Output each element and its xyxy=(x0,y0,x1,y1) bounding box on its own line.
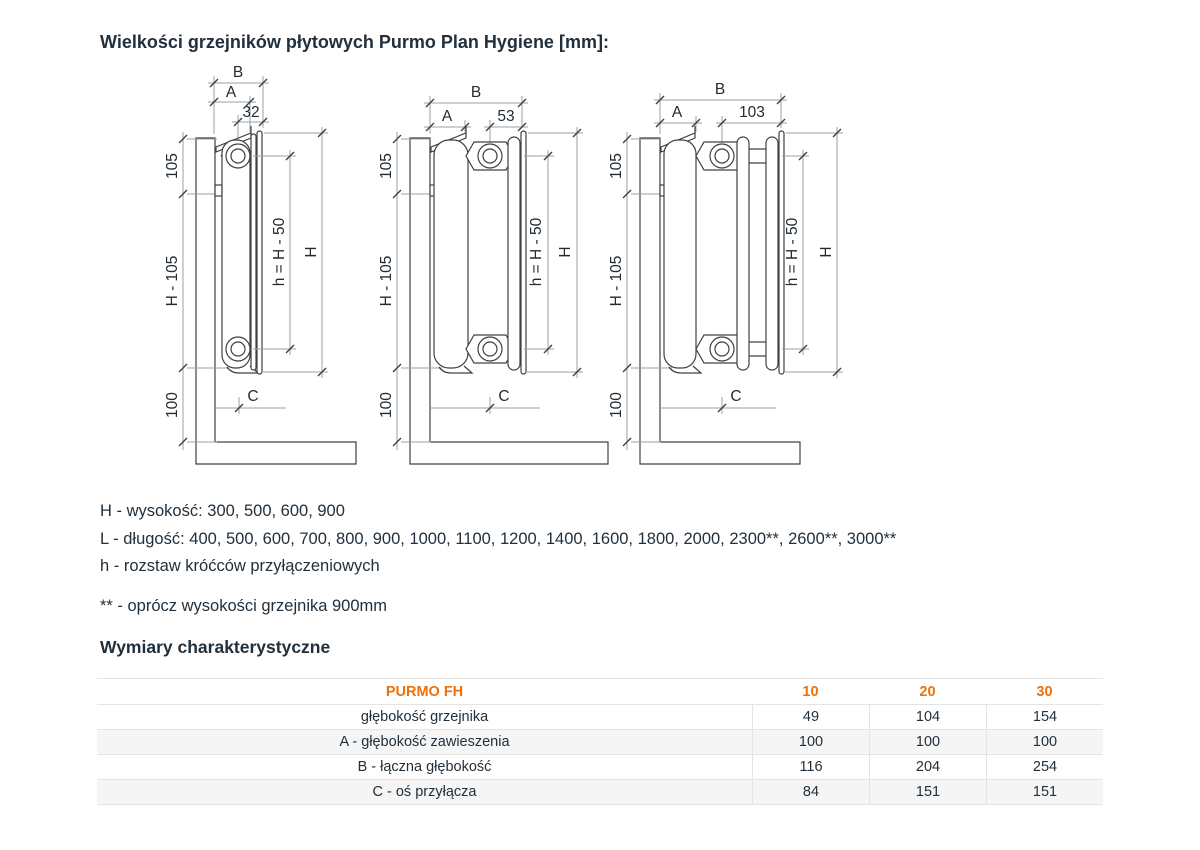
note-port-spacing: h - rozstaw króćców przyłączeniowych xyxy=(100,557,380,575)
footnote: ** - oprócz wysokości grzejnika 900mm xyxy=(100,597,388,615)
dim-label-105: 105 xyxy=(164,153,181,179)
dim-label-100: 100 xyxy=(378,392,395,418)
dim-label-height: H xyxy=(557,246,574,258)
axis-dimension xyxy=(660,388,776,414)
table-header-col-10: 10 xyxy=(802,683,819,700)
note-height: H - wysokość: 300, 500, 600, 900 xyxy=(100,502,345,520)
dim-label-port-spacing: h = H - 50 xyxy=(528,217,545,287)
dim-label-h-105: H - 105 xyxy=(608,255,625,307)
top-dimensions xyxy=(424,84,528,143)
dim-label-b: B xyxy=(714,81,726,98)
dim-label-spacing: 103 xyxy=(739,104,765,121)
right-dimensions xyxy=(524,127,583,378)
port-bottom xyxy=(478,337,502,361)
dim-label-100: 100 xyxy=(608,392,625,418)
axis-dimension xyxy=(215,388,286,414)
page-title: Wielkości grzejników płytowych Purmo Plan Hygiene [mm]: xyxy=(100,32,609,52)
table-row xyxy=(97,755,1103,780)
dim-label-axis: C xyxy=(730,388,742,405)
cell-value: 100 xyxy=(752,730,869,754)
panel-rear xyxy=(766,137,778,370)
panel xyxy=(222,140,250,368)
panel-front xyxy=(434,140,468,368)
dim-label-h-105: H - 105 xyxy=(378,255,395,307)
row-label: głębokość grzejnika xyxy=(360,709,489,725)
row-label: B - łączna głębokość xyxy=(357,759,492,775)
flat-front-sheet xyxy=(521,131,526,374)
cell-value: 49 xyxy=(752,705,869,729)
panel-front xyxy=(664,140,696,368)
cell-value: 100 xyxy=(869,730,986,754)
dim-label-spacing: 32 xyxy=(242,104,260,121)
port-bottom xyxy=(710,337,734,361)
dimensions-table xyxy=(97,678,1103,805)
dim-label-105: 105 xyxy=(378,153,395,179)
diagram-type-30 xyxy=(608,81,843,464)
dim-label-port-spacing: h = H - 50 xyxy=(271,217,288,287)
table-row xyxy=(97,780,1103,805)
top-dimensions xyxy=(654,81,787,143)
dim-label-port-spacing: h = H - 50 xyxy=(784,217,801,287)
cell-value: 104 xyxy=(869,705,986,729)
dim-label-spacing: 53 xyxy=(497,108,515,125)
section-heading: Wymiary charakterystyczne xyxy=(100,637,331,657)
radiator-body xyxy=(215,126,262,374)
panel-rear xyxy=(508,137,520,370)
row-label: A - głębokość zawieszenia xyxy=(339,734,510,750)
dim-label-a: A xyxy=(225,84,237,101)
cell-value: 84 xyxy=(752,780,869,804)
port-top xyxy=(478,144,502,168)
table-header-row xyxy=(97,679,1103,705)
dim-label-100: 100 xyxy=(164,392,181,418)
table-row xyxy=(97,730,1103,755)
table-row xyxy=(97,705,1103,730)
table-header-label: PURMO FH xyxy=(385,683,464,700)
diagram-type-20 xyxy=(378,84,608,464)
dim-label-a: A xyxy=(671,104,683,121)
dim-label-axis: C xyxy=(498,388,510,405)
dim-label-axis: C xyxy=(247,388,259,405)
flat-front-sheet xyxy=(257,131,262,374)
diagram-type-10 xyxy=(164,64,356,464)
table-header-col-20: 20 xyxy=(919,683,936,700)
row-label: C - oś przyłącza xyxy=(372,784,477,800)
cell-value: 154 xyxy=(986,705,1103,729)
table-header-col-30: 30 xyxy=(1036,683,1053,700)
flat-front-sheet xyxy=(251,134,256,370)
dim-label-a: A xyxy=(441,108,453,125)
wall-clip xyxy=(215,185,222,196)
dim-label-h-105: H - 105 xyxy=(164,255,181,307)
port-bottom xyxy=(226,337,250,361)
dim-label-height: H xyxy=(303,246,320,258)
dim-label-height: H xyxy=(818,246,835,258)
cell-value: 151 xyxy=(986,780,1103,804)
cell-value: 204 xyxy=(869,755,986,779)
radiator-body xyxy=(430,126,526,374)
dim-label-105: 105 xyxy=(608,153,625,179)
note-length: L - długość: 400, 500, 600, 700, 800, 900, 1000, 1100, 1200, 1400, 1600, 1800, 2000, 2300**, 2600**, 3000** xyxy=(100,530,897,548)
cell-value: 100 xyxy=(986,730,1103,754)
panel-middle xyxy=(737,137,749,370)
cell-value: 151 xyxy=(869,780,986,804)
port-top xyxy=(710,144,734,168)
cell-value: 254 xyxy=(986,755,1103,779)
port-top xyxy=(226,144,250,168)
radiator-body xyxy=(660,126,784,374)
dim-label-b: B xyxy=(470,84,482,101)
dim-label-b: B xyxy=(232,64,244,81)
axis-dimension xyxy=(430,388,540,414)
right-dimensions xyxy=(253,127,328,378)
cell-value: 116 xyxy=(752,755,869,779)
right-dimensions xyxy=(782,127,843,378)
